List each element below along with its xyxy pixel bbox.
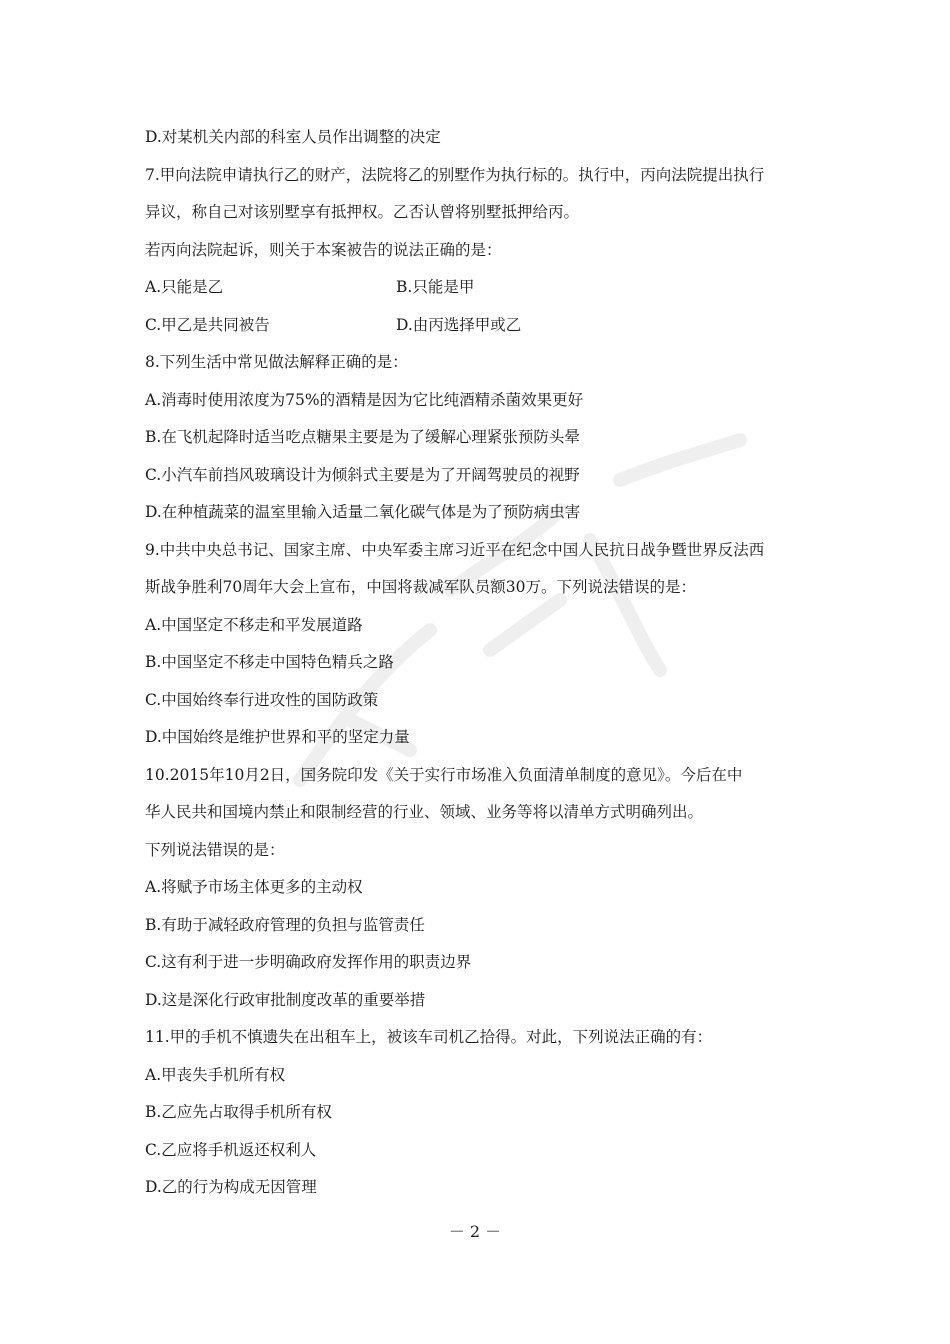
- q10-option-c: C.这有利于进一步明确政府发挥作用的职责边界: [145, 953, 472, 971]
- q9-option-d: D.中国始终是维护世界和平的坚定力量: [145, 728, 410, 746]
- q8-option-d: D.在种植蔬菜的温室里输入适量二氧化碳气体是为了预防病虫害: [145, 503, 581, 521]
- q8-option-a: A.消毒时使用浓度为75%的酒精是因为它比纯酒精杀菌效果更好: [145, 390, 584, 409]
- question-9-stem-cont: 斯战争胜利70周年大会上宣布，中国将裁减军队员额30万。下列说法错误的是：: [145, 578, 696, 596]
- option-line: D.对某机关内部的科室人员作出调整的决定: [145, 128, 441, 146]
- q7-option-c: C.甲乙是共同被告: [145, 315, 270, 334]
- question-10-stem: 10.2015年10月2日，国务院印发《关于实行市场准入负面清单制度的意见》。今后在中: [145, 765, 743, 784]
- q10-option-a: A.将赋予市场主体更多的主动权: [145, 878, 363, 896]
- q7-options-row-2: [145, 307, 810, 345]
- q7-option-b: B.只能是甲: [396, 278, 475, 296]
- page-number: － 2 －: [448, 1222, 502, 1241]
- question-content: [145, 119, 810, 1207]
- q7-option-a: A.只能是乙: [145, 278, 224, 296]
- q11-option-b: B.乙应先占取得手机所有权: [145, 1103, 332, 1121]
- question-8-stem: 8.下列生活中常见做法解释正确的是：: [145, 353, 408, 371]
- question-11-stem: 11.甲的手机不慎遗失在出租车上，被该车司机乙拾得。对此，下列说法正确的有：: [145, 1028, 713, 1046]
- q8-option-b: B.在飞机起降时适当吃点糖果主要是为了缓解心理紧张预防头晕: [145, 428, 580, 446]
- question-9-stem: 9.中共中央总书记、国家主席、中央军委主席习近平在纪念中国人民抗日战争暨世界反法西: [145, 540, 765, 559]
- q9-option-b: B.中国坚定不移走中国特色精兵之路: [145, 653, 394, 671]
- q7-option-d: D.由丙选择甲或乙: [396, 315, 522, 334]
- question-7-stem-cont: 异议，称自己对该别墅享有抵押权。乙否认曾将别墅抵押给丙。: [145, 203, 580, 221]
- q11-option-a: A.甲丧失手机所有权: [145, 1065, 286, 1084]
- q7-options-row-1: [145, 269, 810, 307]
- q9-option-a: A.中国坚定不移走和平发展道路: [145, 615, 363, 634]
- q10-option-d: D.这是深化行政审批制度改革的重要举措: [145, 990, 426, 1009]
- q9-option-c: C.中国始终奉行进攻性的国防政策: [145, 690, 379, 709]
- question-10-prompt: 下列说法错误的是：: [145, 840, 285, 859]
- question-10-stem-cont: 华人民共和国境内禁止和限制经营的行业、领域、业务等将以清单方式明确列出。: [145, 803, 704, 821]
- question-7-stem: 7.甲向法院申请执行乙的财产，法院将乙的别墅作为执行标的。执行中，丙向法院提出执行: [145, 165, 765, 184]
- q8-option-c: C.小汽车前挡风玻璃设计为倾斜式主要是为了开阔驾驶员的视野: [145, 465, 580, 484]
- question-7-prompt: 若丙向法院起诉，则关于本案被告的说法正确的是：: [145, 240, 502, 259]
- q11-option-c: C.乙应将手机返还权利人: [145, 1140, 317, 1159]
- q10-option-b: B.有助于减轻政府管理的负担与监管责任: [145, 915, 425, 934]
- q11-option-d: D.乙的行为构成无因管理: [145, 1178, 317, 1196]
